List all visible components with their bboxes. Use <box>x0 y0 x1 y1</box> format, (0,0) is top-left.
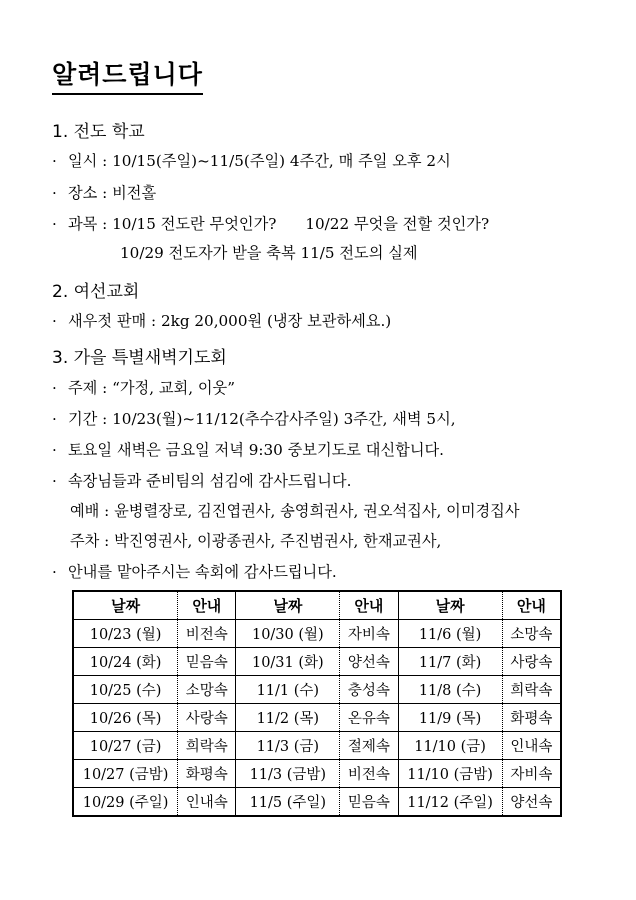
cell-guide: 사랑속 <box>178 704 236 732</box>
cell-date: 11/5 (주일) <box>236 788 340 817</box>
bullet-icon: · <box>52 184 57 202</box>
bullet-icon: · <box>52 379 57 397</box>
cell-date: 10/27 (금) <box>73 732 178 760</box>
cell-date: 10/31 (화) <box>236 648 340 676</box>
cell-guide: 희락속 <box>502 676 561 704</box>
cell-date: 11/8 (수) <box>398 676 502 704</box>
prayer-period-line <box>52 408 456 430</box>
parking-servers: 주차 : 박진영권사, 이광종권사, 주진범권사, 한재교권사, <box>70 532 442 550</box>
bullet-icon: · <box>52 152 57 170</box>
shrimp-sale: 새우젓 판매 : 2kg 20,000원 (냉장 보관하세요.) <box>68 312 392 330</box>
cell-guide: 소망속 <box>178 676 236 704</box>
saturday-note-line <box>52 439 444 461</box>
cell-guide: 믿음속 <box>340 788 398 817</box>
header-date: 날짜 <box>73 591 178 620</box>
cell-guide: 자비속 <box>340 620 398 648</box>
cell-date: 11/3 (금밤) <box>236 760 340 788</box>
cell-date: 11/10 (금) <box>398 732 502 760</box>
prayer-theme-line <box>52 377 235 399</box>
cell-date: 11/12 (주일) <box>398 788 502 817</box>
evangelism-place: 장소 : 비전홀 <box>68 184 157 202</box>
cell-date: 10/29 (주일) <box>73 788 178 817</box>
section-heading-womens-mission: 2. 여선교회 <box>52 282 140 302</box>
header-guide: 안내 <box>340 591 398 620</box>
evangelism-date: 일시 : 10/15(주일)~11/5(주일) 4주간, 매 주일 오후 2시 <box>68 152 451 170</box>
prayer-theme: 주제 : “가정, 교회, 이웃” <box>68 379 235 397</box>
cell-guide: 온유속 <box>340 704 398 732</box>
cell-date: 10/24 (화) <box>73 648 178 676</box>
cell-date: 10/27 (금밤) <box>73 760 178 788</box>
table-row <box>73 648 561 676</box>
cell-guide: 인내속 <box>178 788 236 817</box>
cell-date: 11/9 (목) <box>398 704 502 732</box>
bullet-icon: · <box>52 472 57 490</box>
table-row <box>73 620 561 648</box>
cell-date: 11/6 (월) <box>398 620 502 648</box>
prayer-period: 기간 : 10/23(월)~11/12(추수감사주일) 3주간, 새벽 5시, <box>68 410 456 428</box>
cell-guide: 믿음속 <box>178 648 236 676</box>
table-header-row <box>73 591 561 620</box>
bullet-icon: · <box>52 215 57 233</box>
thanks-line <box>52 470 351 492</box>
cell-guide: 양선속 <box>340 648 398 676</box>
cell-guide: 비전속 <box>340 760 398 788</box>
cell-guide: 사랑속 <box>502 648 561 676</box>
page-title: 알려드립니다 <box>52 58 203 95</box>
cell-date: 11/2 (목) <box>236 704 340 732</box>
thanks-text: 속장님들과 준비팀의 섬김에 감사드립니다. <box>68 472 352 490</box>
header-guide: 안내 <box>502 591 561 620</box>
evangelism-subjects-line <box>52 213 489 235</box>
guide-schedule-table <box>72 590 562 817</box>
table-row <box>73 788 561 817</box>
cell-date: 11/3 (금) <box>236 732 340 760</box>
cell-guide: 비전속 <box>178 620 236 648</box>
evangelism-date-line <box>52 150 451 172</box>
bullet-icon: · <box>52 410 57 428</box>
guide-thanks-line <box>52 561 337 583</box>
cell-date: 10/23 (월) <box>73 620 178 648</box>
evangelism-subjects-1: 과목 : 10/15 전도란 무엇인가? 10/22 무엇을 전할 것인가? <box>68 215 490 233</box>
cell-date: 11/1 (수) <box>236 676 340 704</box>
table-row <box>73 760 561 788</box>
cell-date: 11/7 (화) <box>398 648 502 676</box>
cell-guide: 절제속 <box>340 732 398 760</box>
bullet-icon: · <box>52 441 57 459</box>
table-row <box>73 676 561 704</box>
header-date: 날짜 <box>236 591 340 620</box>
cell-guide: 자비속 <box>502 760 561 788</box>
cell-guide: 양선속 <box>502 788 561 817</box>
cell-guide: 충성속 <box>340 676 398 704</box>
cell-guide: 화평속 <box>502 704 561 732</box>
cell-guide: 소망속 <box>502 620 561 648</box>
cell-date: 10/26 (목) <box>73 704 178 732</box>
table-row <box>73 732 561 760</box>
cell-date: 10/30 (월) <box>236 620 340 648</box>
shrimp-sale-line <box>52 310 391 332</box>
cell-guide: 희락속 <box>178 732 236 760</box>
cell-guide: 화평속 <box>178 760 236 788</box>
table-row <box>73 704 561 732</box>
evangelism-place-line <box>52 182 156 204</box>
bullet-icon: · <box>52 563 57 581</box>
cell-guide: 인내속 <box>502 732 561 760</box>
cell-date: 11/10 (금밤) <box>398 760 502 788</box>
worship-servers: 예배 : 윤병렬장로, 김진엽권사, 송영희권사, 권오석집사, 이미경집사 <box>70 502 520 520</box>
header-date: 날짜 <box>398 591 502 620</box>
evangelism-subjects-2: 10/29 전도자가 받을 축복 11/5 전도의 실제 <box>120 244 418 262</box>
guide-thanks: 안내를 맡아주시는 속회에 감사드립니다. <box>68 563 337 581</box>
cell-date: 10/25 (수) <box>73 676 178 704</box>
section-heading-dawn-prayer: 3. 가을 특별새벽기도회 <box>52 348 227 368</box>
header-guide: 안내 <box>178 591 236 620</box>
section-heading-evangelism-school: 1. 전도 학교 <box>52 122 145 142</box>
saturday-note: 토요일 새벽은 금요일 저녁 9:30 중보기도로 대신합니다. <box>68 441 444 459</box>
bullet-icon: · <box>52 312 57 330</box>
